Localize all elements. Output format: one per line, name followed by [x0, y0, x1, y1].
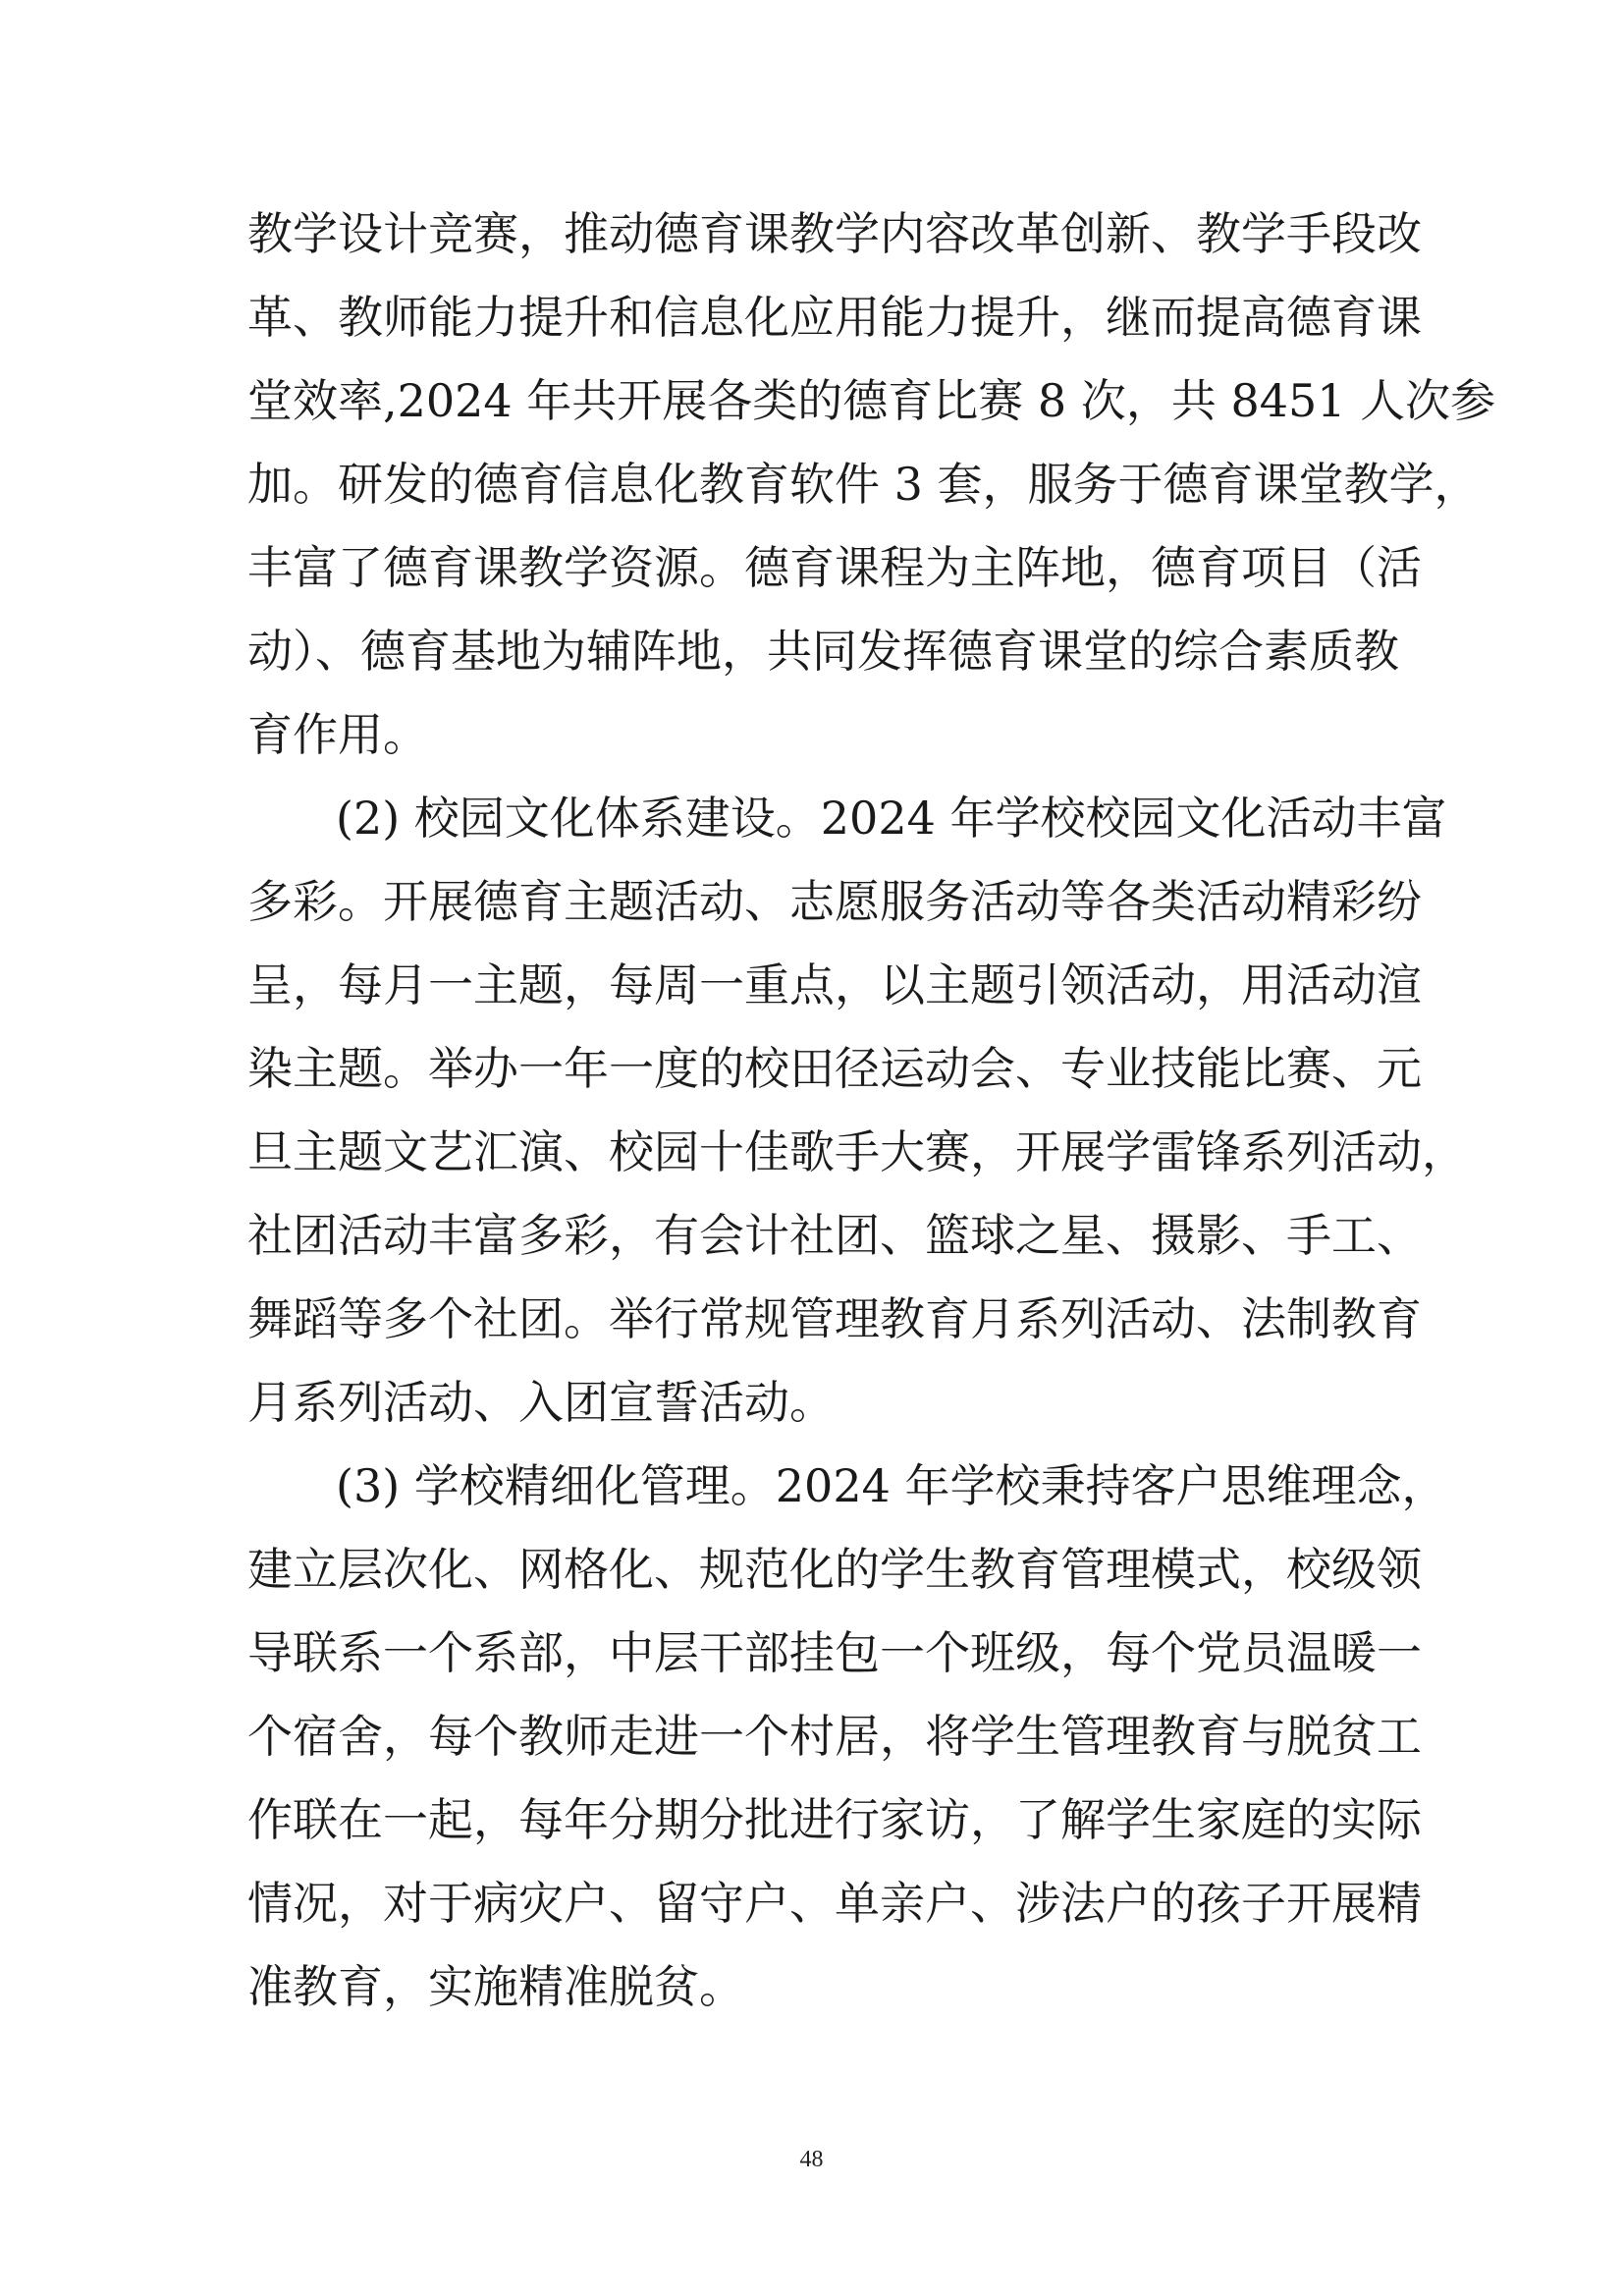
paragraph-line: 作联在一起，每年分期分批进行家访，了解学生家庭的实际	[247, 1793, 1422, 1846]
paragraph-line: 革、教师能力提升和信息化应用能力提升，继而提高德育课	[247, 291, 1422, 344]
paragraph-line: 导联系一个系部，中层干部挂包一个班级，每个党员温暖一	[247, 1626, 1422, 1679]
paragraph-line: 舞蹈等多个社团。举行常规管理教育月系列活动、法制教育	[247, 1292, 1422, 1345]
paragraph-line: 多彩。开展德育主题活动、志愿服务活动等各类活动精彩纷	[247, 875, 1422, 928]
paragraph-line: 情况，对于病灾户、留守户、单亲户、涉法户的孩子开展精	[247, 1877, 1422, 1930]
paragraph-line: 教学设计竞赛，推动德育课教学内容改革创新、教学手段改	[247, 207, 1422, 260]
paragraph-line: (2) 校园文化体系建设。2024 年学校校园文化活动丰富	[336, 792, 1447, 845]
page-number: 48	[799, 2147, 824, 2172]
paragraph-line: 染主题。举办一年一度的校田径运动会、专业技能比赛、元	[247, 1042, 1422, 1095]
paragraph-line: 旦主题文艺汇演、校园十佳歌手大赛，开展学雷锋系列活动，	[247, 1125, 1467, 1178]
body-text	[247, 192, 1496, 2029]
paragraph-line: 建立层次化、网格化、规范化的学生教育管理模式，校级领	[247, 1543, 1422, 1596]
paragraph-line: (3) 学校精细化管理。2024 年学校秉持客户思维理念，	[336, 1459, 1447, 1512]
paragraph-line: 丰富了德育课教学资源。德育课程为主阵地，德育项目（活	[247, 541, 1422, 594]
paragraph-line: 育作用。	[247, 708, 428, 761]
paragraph-line: 月系列活动、入团宣誓活动。	[247, 1376, 835, 1429]
paragraph-line: 社团活动丰富多彩，有会计社团、篮球之星、摄影、手工、	[247, 1209, 1422, 1262]
paragraph-line: 动）、德育基地为辅阵地，共同发挥德育课堂的综合素质教	[247, 625, 1399, 678]
paragraph-line: 准教育，实施精准脱贫。	[247, 1960, 744, 2013]
paragraph-line: 个宿舍，每个教师走进一个村居，将学生管理教育与脱贫工	[247, 1710, 1422, 1763]
paragraph-line: 堂效率,2024 年共开展各类的德育比赛 8 次，共 8451 人次参	[247, 374, 1496, 427]
paragraph-line: 呈，每月一主题，每周一重点，以主题引领活动，用活动渲	[247, 958, 1422, 1011]
paragraph-line: 加。研发的德育信息化教育软件 3 套，服务于德育课堂教学，	[247, 458, 1480, 511]
